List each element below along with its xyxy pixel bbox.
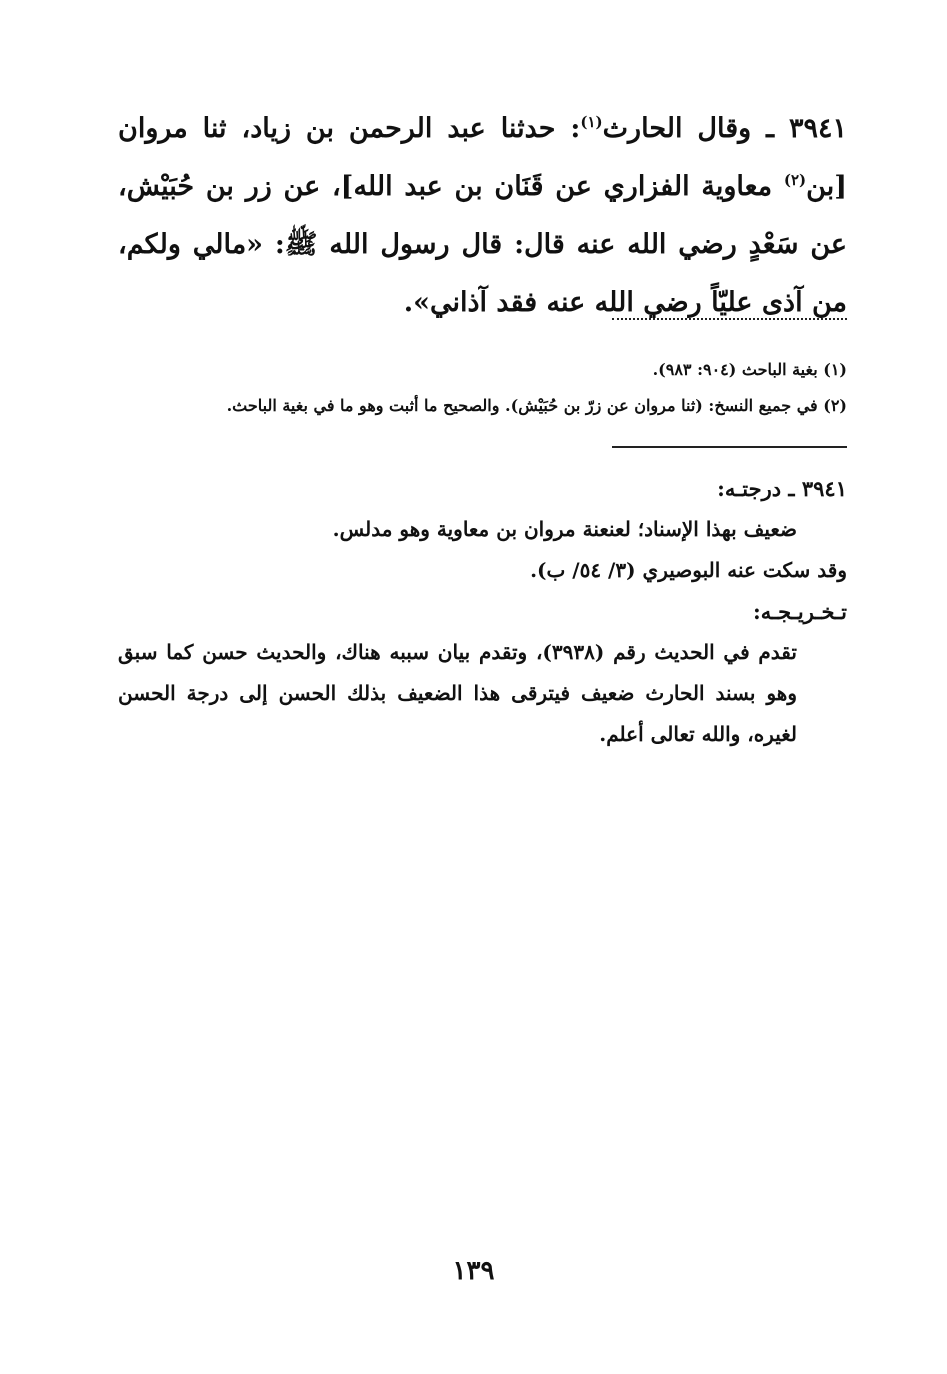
hadith-part-1: ٣٩٤١ ـ وقال الحارث xyxy=(602,113,847,144)
takhrij-text: تقدم في الحديث رقم (٣٩٣٨)، وتقدم بيان سببه هناك، والحديث حسن كما سبق وهو بسند الحارث ضعيف فيترقى هذا الضعيف بذلك الحسن إلى درجة الحسن لغيره، والله تعالى أعلم. xyxy=(118,640,797,746)
grade-line-2: وقد سكت عنه البوصيري (٣/ ٥٤/ ب). xyxy=(530,558,847,582)
section-divider xyxy=(612,446,847,448)
grade-heading: ٣٩٤١ ـ درجتـه: xyxy=(717,476,847,501)
page-number: ١٣٩ xyxy=(452,1256,495,1286)
hadith-part-2: : حدثنا عبد الرحمن بن زياد، ثنا مروان [بن xyxy=(118,113,847,202)
hadith-part-3: معاوية الفزاري عن قَنَان بن عبد الله]، عن زر بن حُبَيْش، عن سَعْدٍ رضي الله عنه قال: قال رسول الله ﷺ: «مالي ولكم، من آذى عليّاً رضي الله عنه فقد آذاني». xyxy=(118,171,847,318)
footnote-separator-dots xyxy=(612,318,847,320)
grade-line-1: ضعيف بهذا الإسناد؛ لعنعنة مروان بن معاوية وهو مدلس. xyxy=(332,517,797,541)
hadith-paragraph xyxy=(118,100,847,332)
footnotes xyxy=(130,352,847,424)
footnote-ref-1: (١) xyxy=(580,113,603,131)
hadith-text xyxy=(118,100,847,332)
footnote-1: (١) بغية الباحث (٩٠٤: ٩٨٣). xyxy=(652,360,847,379)
footnote-ref-2: (٢) xyxy=(783,171,807,189)
takhrij-heading: تـخـريـجـه: xyxy=(752,599,847,624)
footnote-2: (٢) في جميع النسخ: (ثنا مروان عن زرّ بن حُبَيْش). والصحيح ما أثبت وهو ما في بغية الباحث. xyxy=(226,396,847,415)
commentary-section xyxy=(118,468,847,755)
